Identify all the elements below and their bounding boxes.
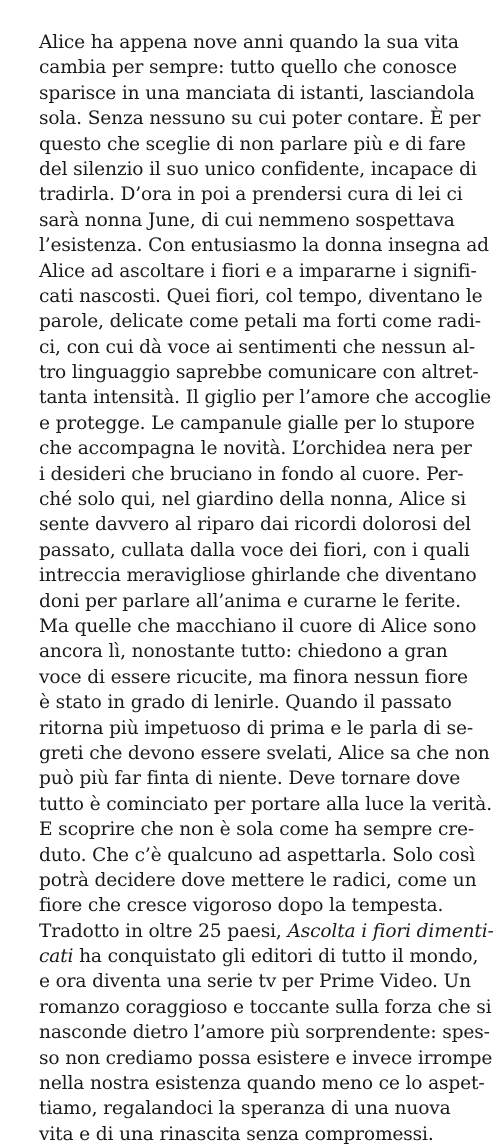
text-line: so non crediamo possa esistere e invece irrompe — [39, 1047, 493, 1069]
text-line: parole, delicate come petali ma forti come radi- — [39, 311, 481, 333]
text-line: Alice ad ascoltare i fiori e a impararne i signifi- — [39, 260, 477, 282]
text-line: cambia per sempre: tutto quello che conosce — [39, 57, 457, 79]
text-line: tutto è cominciato per portare alla luce la verità. — [39, 793, 492, 815]
text-line: cati nascosti. Quei fiori, col tempo, diventano le — [39, 285, 483, 307]
text-line: intreccia meravigliose ghirlande che diventano — [39, 565, 477, 587]
text-line: voce di essere ricucite, ma finora nessun fiore — [39, 666, 468, 688]
text-fragment: ha conquistato gli editori di tutto il mondo, — [73, 946, 479, 968]
text-line: tanta intensità. Il giglio per l’amore che accoglie — [39, 387, 492, 409]
text-line: l’esistenza. Con entusiasmo la donna insegna ad — [39, 235, 489, 257]
text-line: tro linguaggio saprebbe comunicare con altret- — [39, 362, 479, 384]
text-line: tradirla. D’ora in poi a prendersi cura di lei ci — [39, 184, 463, 206]
text-line: sparisce in una manciata di istanti, lasciandola — [39, 82, 475, 104]
text-line: sarà nonna June, di cui nemmeno sospettava — [39, 209, 455, 231]
text-line: è stato in grado di lenirle. Quando il passato — [39, 692, 452, 714]
text-line — [39, 944, 479, 969]
text-line: può più far finta di niente. Deve tornare dove — [39, 768, 461, 790]
text-line: potrà decidere dove mettere le radici, come un — [39, 869, 477, 891]
text-line: del silenzio il suo unico confidente, incapace di — [39, 158, 477, 180]
text-line: i desideri che bruciano in fondo al cuore. Per- — [39, 463, 464, 485]
text-line: fiore che cresce vigoroso dopo la tempesta. — [39, 895, 444, 917]
text-fragment: Tradotto in oltre 25 paesi, — [39, 920, 288, 942]
text-line: vita e di una rinascita senza compromessi. — [39, 1123, 434, 1145]
text-line: romanzo coraggioso e toccante sulla forza che si — [39, 996, 492, 1018]
blurb-paragraph-reception — [39, 919, 494, 1147]
text-line: tiamo, regalandoci la speranza di una nuova — [39, 1098, 451, 1120]
text-line: passato, cullata dalla voce dei fiori, con i quali — [39, 539, 470, 561]
text-line: sola. Senza nessuno su cui poter contare. È per — [39, 108, 481, 130]
book-title-italic: cati — [39, 946, 74, 968]
text-line: greti che devono essere svelati, Alice sa che non — [39, 742, 490, 764]
text-line: ché solo qui, nel giardino della nonna, Alice si — [39, 489, 467, 511]
text-line: e ora diventa una serie tv per Prime Video. Un — [39, 971, 471, 993]
text-line: doni per parlare all’anima e curarne le ferite. — [39, 590, 461, 612]
text-line: duto. Che c’è qualcuno ad aspettarla. Solo così — [39, 844, 476, 866]
text-line: ci, con cui dà voce ai sentimenti che nessun al- — [39, 336, 476, 358]
text-line: ritorna più impetuoso di prima e le parla di se- — [39, 717, 473, 739]
text-line: sente davvero al riparo dai ricordi dolorosi del — [39, 514, 471, 536]
text-line: e protegge. Le campanule gialle per lo stupore — [39, 412, 475, 434]
text-line — [39, 919, 494, 944]
text-line: Alice ha appena nove anni quando la sua vita — [39, 32, 459, 53]
text-line: ancora lì, nonostante tutto: chiedono a gran — [39, 641, 448, 663]
text-line: nasconde dietro l’amore più sorprendente: spes- — [39, 1022, 490, 1044]
text-line: questo che sceglie di non parlare più e di fare — [39, 133, 466, 155]
text-line: che accompagna le novità. L’orchidea nera per — [39, 438, 472, 460]
book-title-italic: Ascolta i fiori dimenti- — [287, 920, 494, 942]
text-line: E scoprire che non è sola come ha sempre cre- — [39, 819, 474, 841]
text-line: Ma quelle che macchiano il cuore di Alice sono — [39, 615, 477, 637]
blurb-paragraph-plot — [39, 30, 492, 919]
text-line: nella nostra esistenza quando meno ce lo aspet- — [39, 1073, 485, 1095]
